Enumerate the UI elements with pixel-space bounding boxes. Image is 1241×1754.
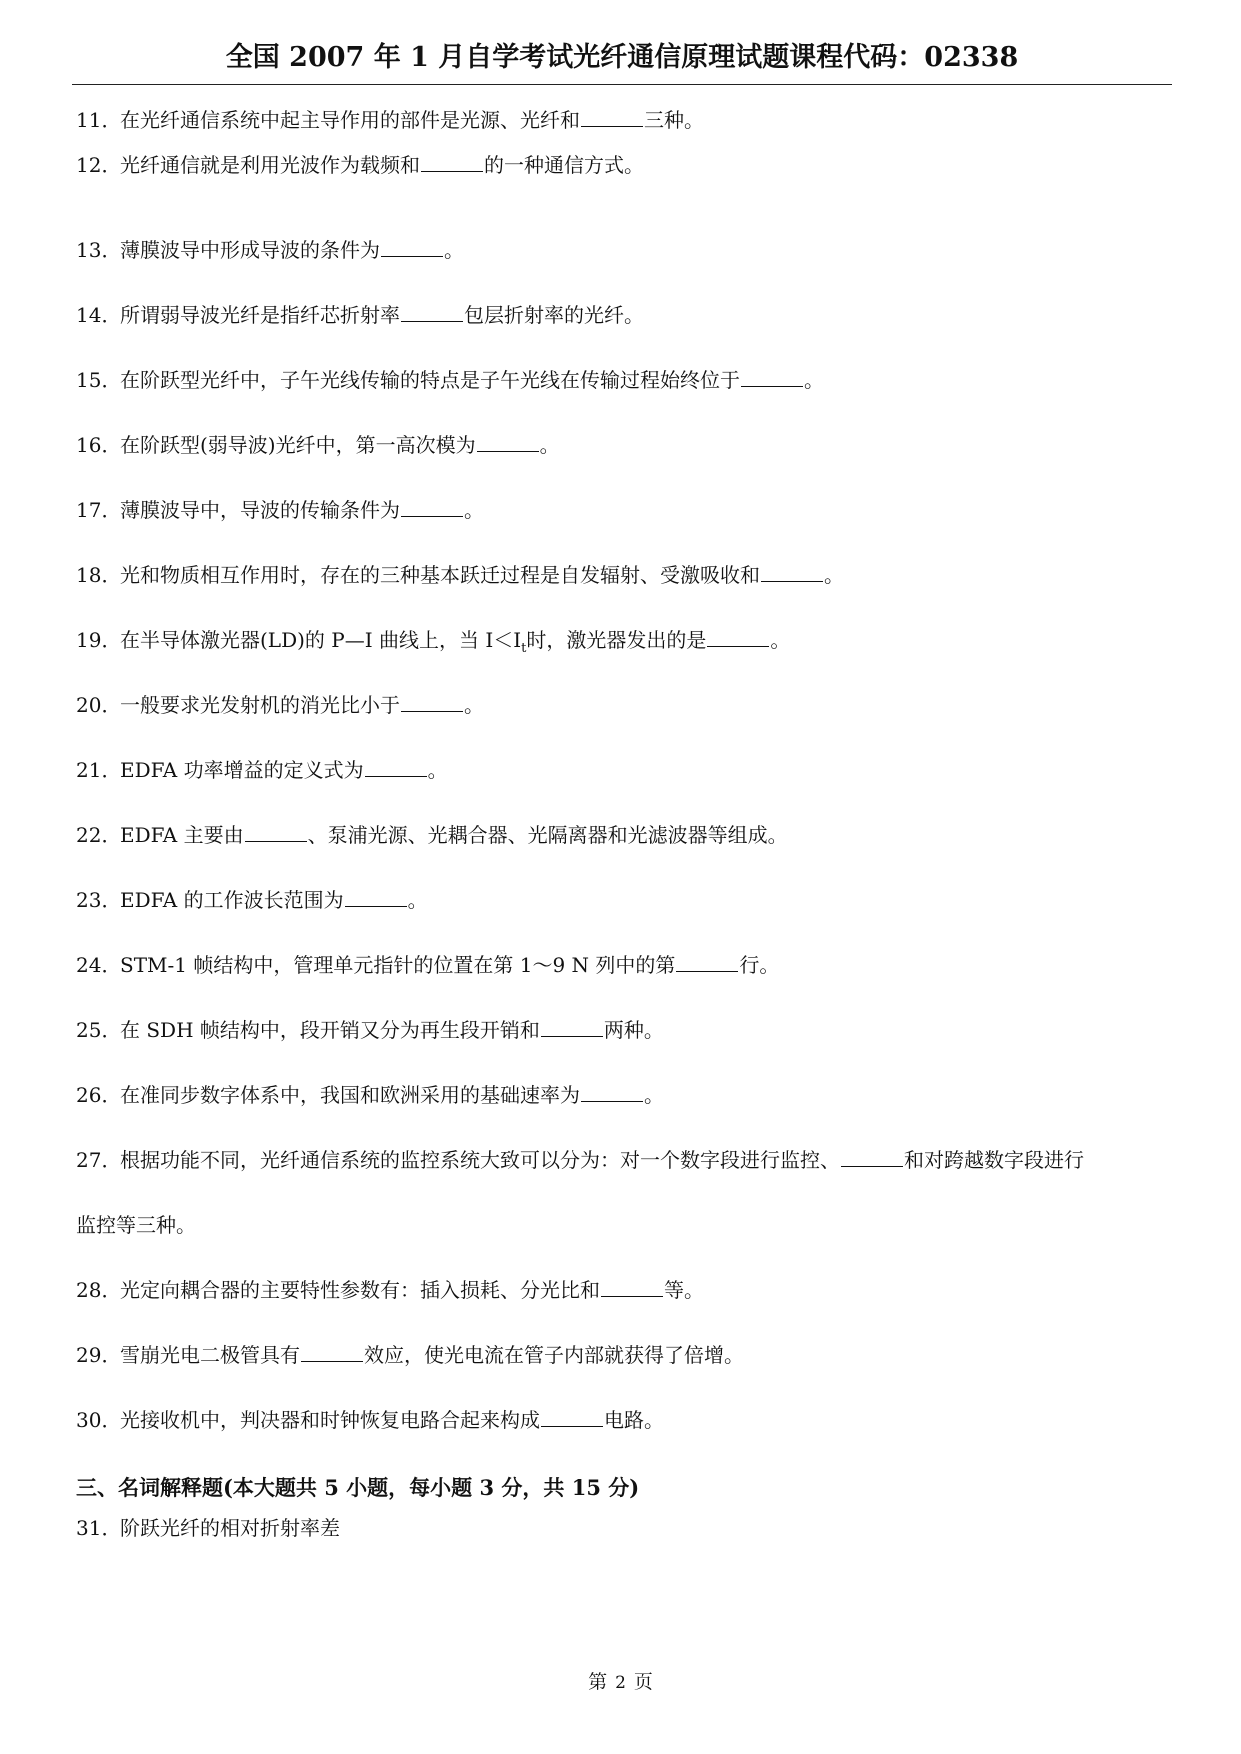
- answer-blank[interactable]: [301, 1343, 363, 1362]
- question-13: [76, 236, 1176, 264]
- question-number: 24．: [76, 953, 122, 977]
- question-text: 所谓弱导波光纤是指纤芯折射率: [120, 303, 400, 327]
- question-text-after: 。: [824, 563, 844, 587]
- question-30: [76, 1406, 1176, 1434]
- question-number: 19．: [76, 628, 122, 652]
- answer-blank[interactable]: [541, 1018, 603, 1037]
- question-text: 光接收机中，判决器和时钟恢复电路合起来构成: [120, 1408, 540, 1432]
- question-text-after: 效应，使光电流在管子内部就获得了倍增。: [364, 1343, 744, 1367]
- question-number: 20．: [76, 693, 122, 717]
- question-number: 22．: [76, 823, 122, 847]
- answer-blank[interactable]: [401, 498, 463, 517]
- footer-suffix: 页: [633, 1671, 653, 1693]
- question-28: [76, 1276, 1176, 1304]
- answer-blank[interactable]: [401, 303, 463, 322]
- question-text: 在半导体激光器(LD)的 P—I 曲线上，当 I＜I: [120, 628, 522, 652]
- question-27: [76, 1146, 1176, 1174]
- question-text-after: 、泵浦光源、光耦合器、光隔离器和光滤波器等组成。: [307, 823, 788, 847]
- answer-blank[interactable]: [381, 238, 443, 257]
- question-number: 18．: [76, 563, 122, 587]
- question-text: 薄膜波导中，导波的传输条件为: [120, 498, 400, 522]
- question-text: 光纤通信就是利用光波作为载频和: [120, 153, 420, 177]
- page-footer: [0, 1668, 1241, 1697]
- question-text: EDFA 功率增益的定义式为: [120, 758, 364, 782]
- question-12: [76, 151, 1176, 179]
- question-number: 30．: [76, 1408, 122, 1432]
- question-16: [76, 431, 1176, 459]
- question-text-after: 两种。: [603, 1018, 664, 1042]
- section-title: 三、名词解释题(本大题共 5 小题，每小题 3 分，共 15 分): [76, 1475, 640, 1500]
- question-text: 根据功能不同，光纤通信系统的监控系统大致可以分为：对一个数字段进行监控、: [120, 1148, 840, 1172]
- question-text: 光定向耦合器的主要特性参数有：插入损耗、分光比和: [120, 1278, 600, 1302]
- answer-blank[interactable]: [707, 628, 769, 647]
- answer-blank[interactable]: [581, 1083, 643, 1102]
- question-text-after: 行。: [739, 953, 780, 977]
- question-number: 15．: [76, 368, 122, 392]
- question-text: 在 SDH 帧结构中，段开销又分为再生段开销和: [120, 1018, 540, 1042]
- question-number: 13．: [76, 238, 122, 262]
- question-text-after: 。: [464, 498, 484, 522]
- answer-blank[interactable]: [741, 368, 803, 387]
- question-number: 11．: [76, 108, 122, 132]
- question-text: 光和物质相互作用时，存在的三种基本跃迁过程是自发辐射、受激吸收和: [120, 563, 760, 587]
- answer-blank[interactable]: [245, 823, 307, 842]
- answer-blank[interactable]: [401, 693, 463, 712]
- question-24: [76, 951, 1176, 979]
- question-number: 23．: [76, 888, 122, 912]
- page-number: 2: [615, 1673, 626, 1693]
- question-text-after: 电路。: [604, 1408, 664, 1432]
- question-20: [76, 691, 1176, 719]
- question-number: 21．: [76, 758, 122, 782]
- question-18: [76, 561, 1176, 589]
- answer-blank[interactable]: [421, 153, 483, 172]
- footer-prefix: 第: [588, 1671, 608, 1693]
- question-text: 一般要求光发射机的消光比小于: [120, 693, 400, 717]
- answer-blank[interactable]: [841, 1148, 903, 1167]
- question-23: [76, 886, 1176, 914]
- question-number: 27．: [76, 1148, 122, 1172]
- question-text-after: 的一种通信方式。: [484, 153, 644, 177]
- question-text: 阶跃光纤的相对折射率差: [120, 1516, 340, 1540]
- question-number: 17．: [76, 498, 122, 522]
- question-text: EDFA 主要由: [120, 823, 244, 847]
- answer-blank[interactable]: [541, 1408, 603, 1427]
- question-15: [76, 366, 1176, 394]
- question-text-after: 和对跨越数字段进行: [904, 1148, 1084, 1172]
- question-text: 在准同步数字体系中，我国和欧洲采用的基础速率为: [120, 1083, 580, 1107]
- question-number: 31．: [76, 1516, 122, 1540]
- question-text: EDFA 的工作波长范围为: [120, 888, 344, 912]
- question-text-after: 等。: [664, 1278, 704, 1302]
- question-text-after: 。: [770, 628, 791, 652]
- question-text: 在阶跃型(弱导波)光纤中，第一高次模为: [120, 433, 476, 457]
- question-text-after: 。: [644, 1083, 664, 1107]
- question-11: [76, 106, 1176, 134]
- question-text-after: 。: [444, 238, 464, 262]
- answer-blank[interactable]: [365, 758, 427, 777]
- question-text-after: 包层折射率的光纤。: [464, 303, 644, 327]
- question-text-after: 。: [464, 693, 484, 717]
- answer-blank[interactable]: [761, 563, 823, 582]
- question-19: [76, 626, 1176, 663]
- question-text: STM-1 帧结构中，管理单元指针的位置在第 1～9 N 列中的第: [120, 953, 676, 977]
- header-divider: [72, 84, 1172, 85]
- answer-blank[interactable]: [477, 433, 539, 452]
- question-text-after: 。: [427, 758, 448, 782]
- answer-blank[interactable]: [581, 108, 643, 127]
- subscript-t: t: [521, 641, 527, 656]
- question-31: [76, 1514, 1176, 1542]
- question-text-mid: 时，激光器发出的是: [526, 628, 707, 652]
- question-17: [76, 496, 1176, 524]
- question-text-after: 三种。: [644, 108, 704, 132]
- question-text: 在光纤通信系统中起主导作用的部件是光源、光纤和: [120, 108, 580, 132]
- answer-blank[interactable]: [601, 1278, 663, 1297]
- question-21: [76, 756, 1176, 784]
- question-text-after: 。: [804, 368, 824, 392]
- answer-blank[interactable]: [676, 953, 738, 972]
- page-title: 全国 2007 年 1 月自学考试光纤通信原理试题课程代码：02338: [225, 42, 1019, 73]
- question-number: 26．: [76, 1083, 122, 1107]
- question-text-after: 。: [407, 888, 428, 912]
- question-29: [76, 1341, 1176, 1369]
- question-number: 29．: [76, 1343, 122, 1367]
- question-text: 雪崩光电二极管具有: [120, 1343, 300, 1367]
- answer-blank[interactable]: [345, 888, 407, 907]
- question-text: 薄膜波导中形成导波的条件为: [120, 238, 380, 262]
- question-number: 25．: [76, 1018, 122, 1042]
- question-text: 在阶跃型光纤中，子午光线传输的特点是子午光线在传输过程始终位于: [120, 368, 740, 392]
- question-14: [76, 301, 1176, 329]
- question-27-continuation: 监控等三种。: [76, 1213, 196, 1237]
- question-number: 14．: [76, 303, 122, 327]
- question-25: [76, 1016, 1176, 1044]
- question-22: [76, 821, 1176, 849]
- question-26: [76, 1081, 1176, 1109]
- question-number: 28．: [76, 1278, 122, 1302]
- question-text-after: 。: [539, 433, 560, 457]
- question-number: 16．: [76, 433, 122, 457]
- question-number: 12．: [76, 153, 122, 177]
